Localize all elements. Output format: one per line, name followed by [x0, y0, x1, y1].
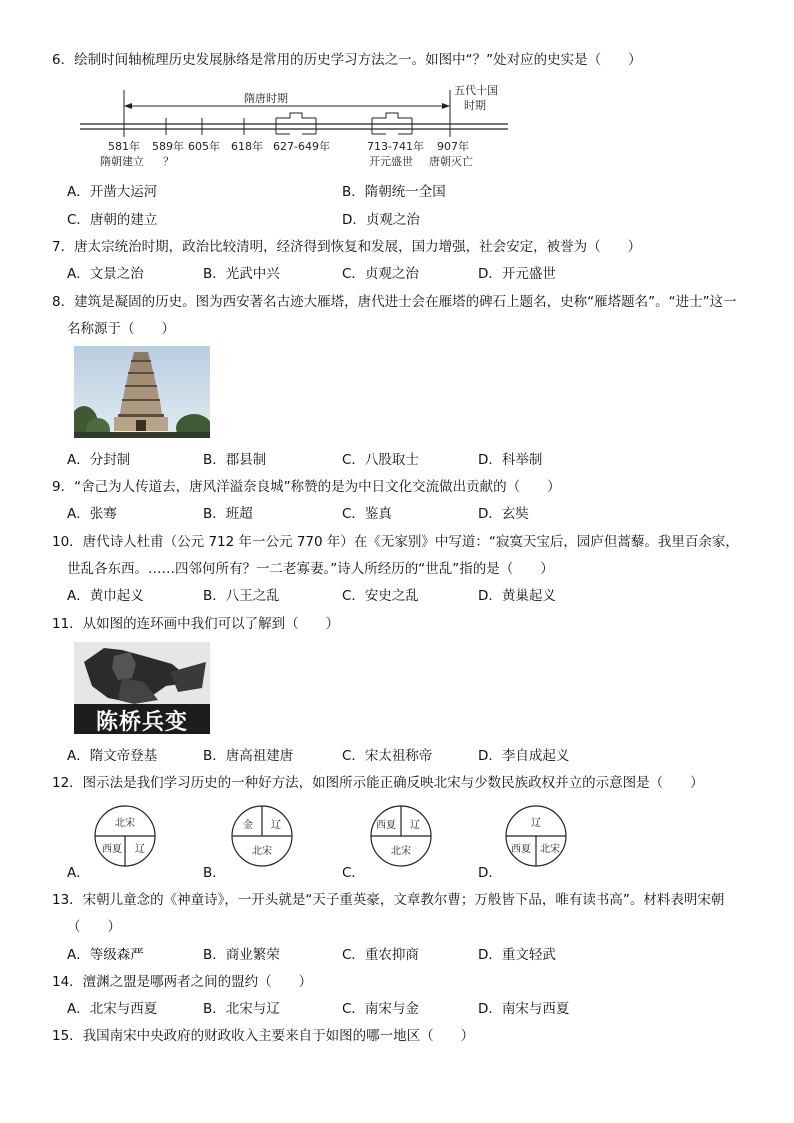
region-label: 北宋 [540, 844, 560, 855]
region-label: 北宋 [115, 818, 135, 829]
q9-option-c[interactable]: C．鉴真 [342, 506, 392, 522]
q9-option-a[interactable]: A．张骞 [67, 506, 117, 522]
q6-option-b[interactable]: B．隋朝统一全国 [342, 184, 446, 200]
q8-option-c[interactable]: C．八股取士 [342, 452, 419, 468]
tick-label: 581年 [108, 140, 140, 153]
q12-option-b[interactable]: B． [203, 865, 226, 881]
region-label: 辽 [271, 820, 281, 831]
q12-option-d[interactable]: D． [478, 865, 502, 881]
q13-option-c[interactable]: C．重农抑商 [342, 947, 419, 963]
q12-diagram-b[interactable] [229, 804, 295, 868]
q14-option-c[interactable]: C．南宋与金 [342, 1001, 419, 1017]
q6-option-c[interactable]: C．唐朝的建立 [67, 212, 158, 228]
timeline-after-label-2: 时期 [464, 99, 486, 112]
q12-diagram-a[interactable] [92, 804, 158, 868]
region-label: 北宋 [252, 846, 272, 857]
q8-option-a[interactable]: A．分封制 [67, 452, 131, 468]
q10-stem-line1: 10．唐代诗人杜甫（公元 712 年一公元 770 年）在《无家别》中写道：“寂寞天宝后，园庐但蒿藜。我里百余家， [52, 534, 739, 550]
q6-timeline-diagram [78, 82, 518, 172]
q7-option-c[interactable]: C．贞观之治 [342, 266, 419, 282]
q13-option-b[interactable]: B．商业繁荣 [203, 947, 280, 963]
q14-option-b[interactable]: B．北宋与辽 [203, 1001, 280, 1017]
region-label: 西夏 [511, 844, 531, 855]
q11-option-b[interactable]: B．唐高祖建唐 [203, 748, 294, 764]
region-label: 辽 [531, 818, 541, 829]
timeline-after-label-1: 五代十国 [454, 84, 498, 97]
q13-option-d[interactable]: D．重文轻武 [478, 947, 556, 963]
timeline-note: 唐朝灭亡 [429, 155, 473, 168]
q13-stem-line2: （ ） [67, 919, 121, 935]
comic-caption: 陈桥兵变 [95, 709, 188, 734]
q6-stem: 6．绘制时间轴梳理历史发展脉络是常用的历史学习方法之一。如图中“？”处对应的史实是（ ） [52, 52, 642, 68]
q8-option-d[interactable]: D．科举制 [478, 452, 543, 468]
q10-option-d[interactable]: D．黄巢起义 [478, 588, 556, 604]
q12-diagram-c[interactable] [368, 804, 434, 868]
region-label: 辽 [410, 820, 420, 831]
tick-label: 713-741年 [367, 140, 424, 153]
q11-option-a[interactable]: A．隋文帝登基 [67, 748, 158, 764]
timeline-note: 隋朝建立 [100, 155, 144, 168]
q11-option-d[interactable]: D．李自成起义 [478, 748, 570, 764]
q7-option-b[interactable]: B．光武中兴 [203, 266, 280, 282]
region-label: 金 [243, 820, 253, 831]
region-label: 西夏 [102, 844, 122, 855]
q12-diagram-d[interactable] [503, 804, 569, 868]
q8-stem-line1: 8．建筑是凝固的历史。图为西安著名古迹大雁塔，唐代进士会在雁塔的碑石上题名，史称“雁塔题名”。“进士”这一 [52, 294, 737, 310]
q10-option-a[interactable]: A．黄巾起义 [67, 588, 144, 604]
q7-stem: 7．唐太宗统治时期，政治比较清明，经济得到恢复和发展，国力增强，社会安定，被誉为（ ） [52, 239, 642, 255]
q6-option-d[interactable]: D．贞观之治 [342, 212, 420, 228]
region-label: 北宋 [391, 846, 411, 857]
q13-stem-line1: 13．宋朝儿童念的《神童诗》，一开头就是“天子重英豪，文章教尔曹；万般皆下品，唯有读书高”。材料表明宋朝 [52, 892, 725, 908]
q11-option-c[interactable]: C．宋太祖称帝 [342, 748, 433, 764]
region-label: 辽 [135, 844, 145, 855]
q14-stem: 14．澶渊之盟是哪两者之间的盟约（ ） [52, 974, 313, 990]
tick-label: 605年 [188, 140, 220, 153]
q15-stem: 15．我国南宋中央政府的财政收入主要来自于如图的哪一地区（ ） [52, 1028, 475, 1044]
timeline-note: ？ [163, 155, 174, 168]
q14-option-a[interactable]: A．北宋与西夏 [67, 1001, 158, 1017]
q9-stem: 9．“舍己为人传道去，唐风洋溢奈良城”称赞的是为中日文化交流做出贡献的（ ） [52, 479, 561, 495]
tick-label: 627-649年 [273, 140, 330, 153]
q11-stem: 11．从如图的连环画中我们可以了解到（ ） [52, 616, 340, 632]
q6-option-a[interactable]: A．开凿大运河 [67, 184, 158, 200]
q8-option-b[interactable]: B．郡县制 [203, 452, 267, 468]
q10-option-b[interactable]: B．八王之乱 [203, 588, 280, 604]
tick-label: 589年 [152, 140, 184, 153]
tick-label: 907年 [437, 140, 469, 153]
tick-label: 618年 [231, 140, 263, 153]
q9-option-d[interactable]: D．玄奘 [478, 506, 529, 522]
timeline-note: 开元盛世 [369, 155, 413, 168]
q9-option-b[interactable]: B．班超 [203, 506, 253, 522]
chenqiao-mutiny-comic-image [74, 642, 210, 734]
q10-stem-line2: 世乱各东西。……四邻何所有？一二老寡妻。”诗人所经历的“世乱”指的是（ ） [67, 561, 554, 577]
q14-option-d[interactable]: D．南宋与西夏 [478, 1001, 570, 1017]
q7-option-a[interactable]: A．文景之治 [67, 266, 144, 282]
q12-option-c[interactable]: C． [342, 865, 365, 881]
region-label: 西夏 [376, 820, 396, 831]
q12-stem: 12．图示法是我们学习历史的一种好方法，如图所示能正确反映北宋与少数民族政权并立的示意图是（ ） [52, 775, 704, 791]
q8-stem-line2: 名称源于（ ） [67, 321, 175, 337]
big-wild-goose-pagoda-photo [74, 346, 210, 438]
timeline-period-label: 隋唐时期 [244, 92, 288, 105]
q10-option-c[interactable]: C．安史之乱 [342, 588, 419, 604]
q12-option-a[interactable]: A． [67, 865, 90, 881]
q7-option-d[interactable]: D．开元盛世 [478, 266, 556, 282]
q13-option-a[interactable]: A．等级森严 [67, 947, 144, 963]
